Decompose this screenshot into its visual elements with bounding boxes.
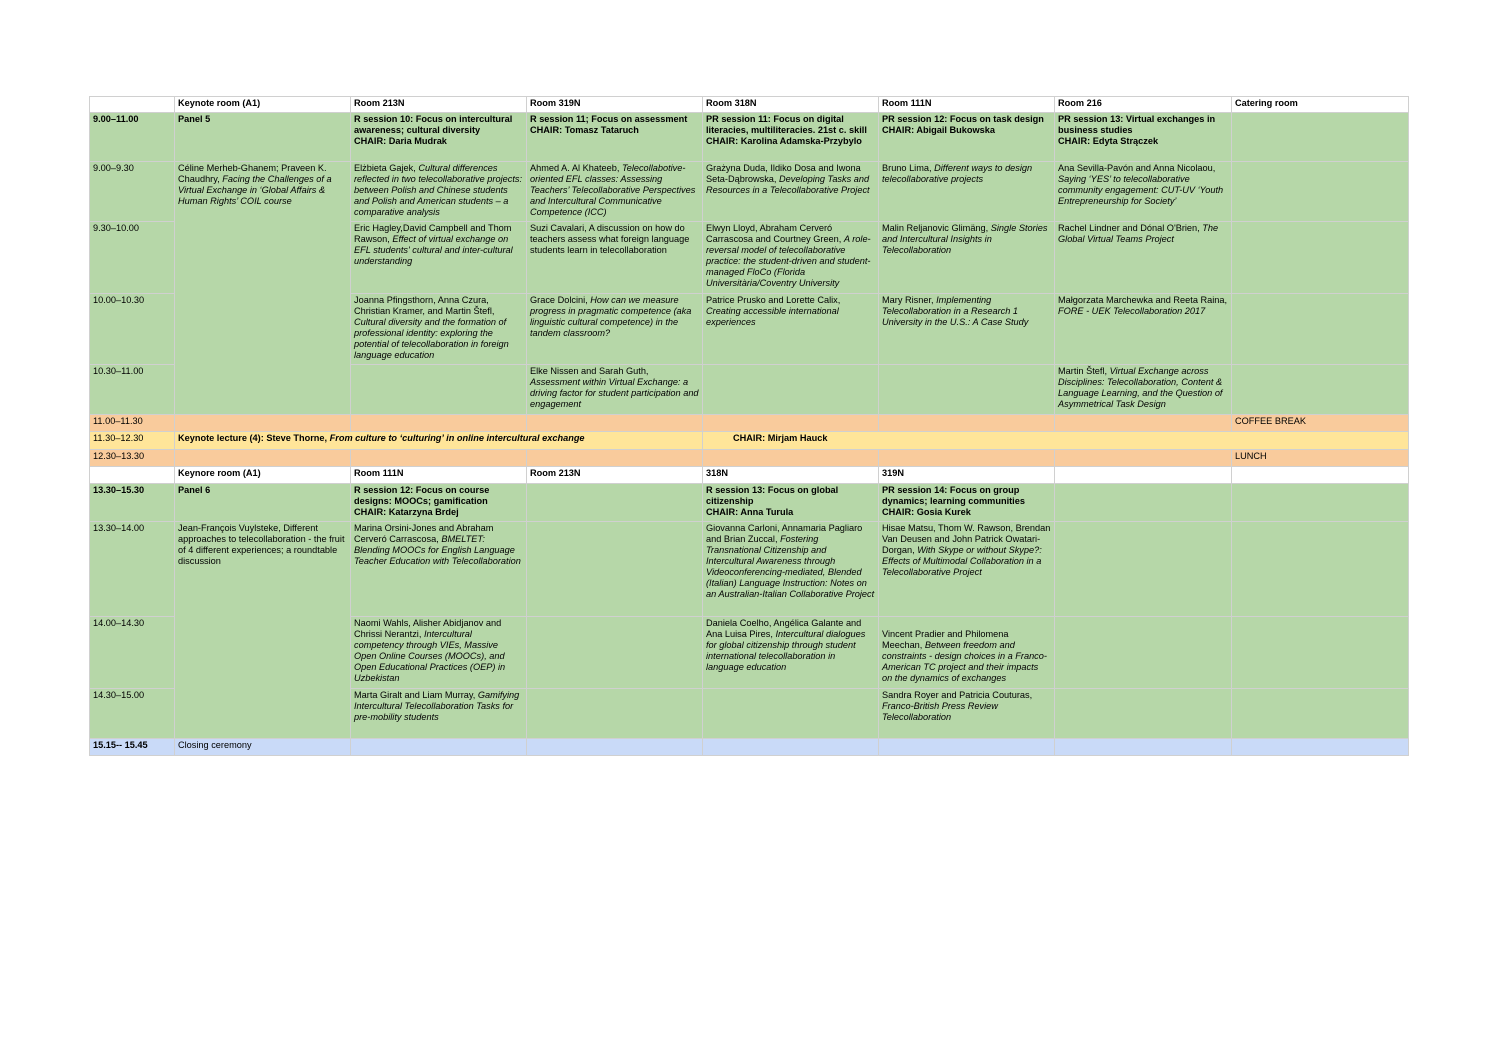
- talk-title: Different ways to design telecollaborative projects: [882, 163, 1033, 184]
- time-cell: 9.00–11.00: [90, 113, 175, 162]
- talk-authors: Ahmed A. Al Khateeb,: [530, 163, 622, 173]
- talk-title: Fostering Transnational Citizenship and Intercultural Awareness through Videoconferencing-mediated, Blended (Italian) Language Instruction: Notes on an Australian-Italian Collaborative Project: [706, 534, 875, 599]
- talk-authors: Vincent Pradier and Philomena Meechan,: [882, 629, 1009, 650]
- talk-authors: Rachel Lindner and Dónal O'Brien,: [1058, 223, 1203, 233]
- talk-authors: Elwyn Lloyd, Abraham Cerveró Carrascosa and Courtney Green,: [706, 223, 844, 244]
- session-row: [90, 113, 1409, 162]
- talk-title: How can we measure progress in pragmatic competence (aka linguistic cultural competence) in the tandem classroom?: [530, 295, 692, 338]
- header-cell: Room 319N: [527, 97, 703, 113]
- header-cell: Room 213N: [527, 467, 703, 484]
- talk-title: Gamifying Intercultural Telecollaboration Tasks for pre-mobility students: [354, 690, 520, 722]
- session-cell: [1055, 113, 1232, 162]
- talk-title: Cultural differences reflected in two telecollaborative projects: between Polish and Chinese students and Polish and American students – a comparative analysis: [354, 163, 523, 217]
- session-cell: [703, 113, 879, 162]
- time-cell: 9.30–10.00: [90, 222, 175, 294]
- empty-cell: [1232, 617, 1409, 689]
- empty-cell: [1055, 522, 1232, 617]
- talk-authors: Daniela Coelho, Angélica Galante and Ana Luisa Pires,: [706, 618, 862, 639]
- talk-cell: [351, 689, 527, 739]
- session-chair: CHAIR: Abigail Bukowska: [882, 125, 995, 135]
- header-row-2: [90, 467, 1409, 484]
- keynote-speaker: Keynote lecture (4): Steve Thorne,: [178, 433, 330, 443]
- session-title: R session 12: Focus on course designs: MOOCs; gamification: [354, 485, 490, 506]
- session-title: R session 13: Focus on global citizenship: [706, 485, 839, 506]
- header-cell: 318N: [703, 467, 879, 484]
- talk-cell: [527, 522, 703, 617]
- coffee-break-label: COFFEE BREAK: [1232, 415, 1409, 432]
- session-chair: CHAIR: Edyta Strączek: [1058, 136, 1159, 146]
- session-chair: CHAIR: Gosia Kurek: [882, 507, 971, 517]
- session-cell: [351, 484, 527, 522]
- session-title: R session 11; Focus on assessment: [530, 114, 688, 124]
- talk-authors: Jean-François Vuylsteke, Different approaches to telecollaboration - the fruit of 4 different experiences; a roundtable discussion: [178, 523, 345, 566]
- session-title: PR session 12: Focus on task design: [882, 114, 1044, 124]
- time-cell: 9.00–9.30: [90, 162, 175, 222]
- talk-authors: Patrice Prusko and Lorette Calix,: [706, 295, 841, 305]
- closing-row: [90, 739, 1409, 756]
- talk-authors: Małgorzata Marchewka and Reeta Raina,: [1058, 295, 1228, 305]
- keynote-lecture: [175, 432, 703, 450]
- talk-authors: Marina Orsini-Jones and Abraham Cerveró Carrascosa,: [354, 523, 494, 544]
- talk-title: Cultural diversity and the formation of professional identity: exploring the potential of telecollaboration in foreign language education: [354, 317, 509, 360]
- talk-cell: [527, 617, 703, 689]
- talk-authors: Joanna Pfingsthorn, Anna Czura, Christian Kramer, and Martin Štefl,: [354, 295, 495, 316]
- empty-cell: [1232, 294, 1409, 365]
- talk-authors: Mary Risner,: [882, 295, 937, 305]
- session-cell: [527, 113, 703, 162]
- time-cell: 10.00–10.30: [90, 294, 175, 365]
- talk-cell: [1055, 222, 1232, 294]
- header-cell: [90, 97, 175, 113]
- talk-authors: Bruno Lima,: [882, 163, 935, 173]
- talk-title: FORE - UEK Telecollaboration 2017: [1058, 306, 1206, 316]
- talk-cell: [703, 222, 879, 294]
- talk-cell: [879, 617, 1055, 689]
- talk-authors: Suzi Cavalari, A discussion on how do teachers assess what foreign language students learn in telecollaboration: [530, 223, 690, 255]
- session-chair: CHAIR: Katarzyna Brdej: [354, 507, 459, 517]
- talk-title: Effect of virtual exchange on EFL students' cultural and inter-cultural understanding: [354, 234, 513, 266]
- talk-authors: Eric Hagley,David Campbell and Thom Rawson,: [354, 223, 512, 244]
- empty-cell: [1232, 162, 1409, 222]
- talk-cell: [703, 689, 879, 739]
- session-row: [90, 484, 1409, 522]
- session-cell: [879, 113, 1055, 162]
- empty-cell: [1232, 689, 1409, 739]
- session-title: PR session 13: Virtual exchanges in business studies: [1058, 114, 1216, 135]
- empty-cell: [1232, 222, 1409, 294]
- header-cell: Room 111N: [879, 97, 1055, 113]
- talk-title: The Global Virtual Teams Project: [1058, 223, 1219, 244]
- talk-authors: Naomi Wahls, Alisher Abidjanov and Chrissi Nerantzi,: [354, 618, 502, 639]
- header-cell: [1055, 467, 1232, 484]
- time-cell: 13.30–14.00: [90, 522, 175, 617]
- talk-cell: [527, 222, 703, 294]
- talk-cell: [703, 294, 879, 365]
- talk-title: Saying ‘YES’ to telecollaborative community engagement: CUT-UV ‘Youth Entrepreneurship for Society’: [1058, 174, 1224, 206]
- empty-cell: [1232, 484, 1409, 522]
- session-title: PR session 11: Focus on digital literacies, multiliteracies. 21st c. skill: [706, 114, 867, 135]
- talk-authors: Grażyna Duda, Ildiko Dosa and Iwona Seta-Dąbrowska,: [706, 163, 861, 184]
- talk-cell: [879, 162, 1055, 222]
- talk-cell: [703, 617, 879, 689]
- talk-cell: [527, 365, 703, 415]
- talk-title: A role-reversal model of telecollaborative practice: the student-driven and student-managed FloCo (Florida Universitària/Coventry University: [706, 234, 871, 288]
- talk-authors: Ana Sevilla-Pavón and Anna Nicolaou,: [1058, 163, 1216, 173]
- talk-title: Franco-British Press Review Telecollaboration: [882, 701, 998, 722]
- header-cell: Room 216: [1055, 97, 1232, 113]
- header-row-1: [90, 97, 1409, 113]
- talk-title: Single Stories and Intercultural Insights in Telecollaboration: [882, 223, 1048, 255]
- coffee-row: [90, 415, 1409, 432]
- empty-cell: [1055, 484, 1232, 522]
- session-title: R session 10: Focus on intercultural awareness; cultural diversity: [354, 114, 513, 135]
- empty-cell: [1232, 522, 1409, 617]
- talk-authors: Giovanna Carloni, Annamaria Pagliaro and Brian Zuccal,: [706, 523, 863, 544]
- talk-title: BMELTET: Blending MOOCs for English Language Teacher Education with Telecollaboration: [354, 534, 521, 566]
- lunch-row: [90, 450, 1409, 467]
- empty-cell: [1055, 617, 1232, 689]
- talk-authors: Grace Dolcini,: [530, 295, 591, 305]
- keynote-talk-cell: [175, 522, 351, 739]
- time-cell: 10.30–11.00: [90, 365, 175, 415]
- time-cell: 14.30–15.00: [90, 689, 175, 739]
- session-chair: CHAIR: Karolina Adamska-Przybylo: [706, 136, 862, 146]
- talk-authors: Martin Štefl,: [1058, 366, 1110, 376]
- keynote-chair: CHAIR: Mirjam Hauck: [703, 432, 1409, 450]
- talk-cell: [1055, 162, 1232, 222]
- keynote-title: From culture to ‘culturing’ in online intercultural exchange: [329, 433, 585, 443]
- panel-cell: Panel 6: [175, 484, 351, 522]
- session-cell: [527, 484, 703, 522]
- talk-cell: [351, 222, 527, 294]
- time-cell: 13.30–15.30: [90, 484, 175, 522]
- talk-cell: [351, 365, 527, 415]
- talk-authors: Elżbieta Gajek,: [354, 163, 419, 173]
- talk-authors: Marta Giralt and Liam Murray,: [354, 690, 478, 700]
- time-cell: 11.00–11.30: [90, 415, 175, 432]
- talk-cell: [351, 162, 527, 222]
- closing-label: Closing ceremony: [175, 739, 351, 756]
- talk-row: [90, 162, 1409, 222]
- empty-cell: [1232, 365, 1409, 415]
- session-chair: CHAIR: Tomasz Tataruch: [530, 125, 639, 135]
- talk-authors: Hisae Matsu, Thom W. Rawson, Brendan Van Deusen and John Patrick Owatari-Dorgan,: [882, 523, 1051, 555]
- talk-cell: [879, 365, 1055, 415]
- talk-title: Developing Tasks and Resources in a Telecollaborative Project: [706, 174, 870, 195]
- talk-cell: [703, 522, 879, 617]
- talk-title: Implementing Telecollaboration in a Research 1 University in the U.S.: A Case Study: [882, 295, 1029, 327]
- talk-title: Virtual Exchange across Disciplines: Telecollaboration, Content & Language Learning, and the Question of Asymmetrical Task Design: [1058, 366, 1223, 409]
- talk-cell: [527, 294, 703, 365]
- session-cell: [351, 113, 527, 162]
- talk-row: [90, 522, 1409, 617]
- schedule-table: [89, 96, 1409, 756]
- talk-cell: [703, 162, 879, 222]
- talk-cell: [879, 522, 1055, 617]
- talk-authors: Malin Reljanovic Glimäng,: [882, 223, 991, 233]
- talk-cell: [879, 294, 1055, 365]
- time-cell: 14.00–14.30: [90, 617, 175, 689]
- talk-title: Facing the Challenges of a Virtual Exchange in ‘Global Affairs & Human Rights’ COIL course: [178, 174, 332, 206]
- time-cell: 11.30–12.30: [90, 432, 175, 450]
- talk-cell: [351, 617, 527, 689]
- talk-title: Assessment within Virtual Exchange: a driving factor for student participation and engagement: [530, 377, 699, 409]
- talk-cell: [1055, 294, 1232, 365]
- talk-title: With Skype or without Skype?: Effects of Multimodal Collaboration in a Telecollaborative Project: [882, 545, 1042, 577]
- talk-title: Intercultural dialogues for global citizenship through student international telecollaboration in language education: [706, 629, 866, 672]
- session-chair: CHAIR: Daria Mudrak: [354, 136, 447, 146]
- keynote-talk-cell: [175, 162, 351, 415]
- session-cell: [879, 484, 1055, 522]
- session-chair: CHAIR: Anna Turula: [706, 507, 794, 517]
- header-cell: [1232, 467, 1409, 484]
- talk-cell: [351, 294, 527, 365]
- panel-cell: Panel 5: [175, 113, 351, 162]
- talk-authors: Elke Nissen and Sarah Guth,: [530, 366, 649, 376]
- talk-cell: [879, 689, 1055, 739]
- time-cell: 12.30–13.30: [90, 450, 175, 467]
- talk-cell: [351, 522, 527, 617]
- header-cell: [90, 467, 175, 484]
- talk-cell: [879, 222, 1055, 294]
- header-cell: 319N: [879, 467, 1055, 484]
- talk-cell: [1055, 365, 1232, 415]
- header-cell: Keynore room (A1): [175, 467, 351, 484]
- empty-cell: [1055, 689, 1232, 739]
- time-cell: 15.15-- 15.45: [90, 739, 175, 756]
- talk-cell: [527, 689, 703, 739]
- header-cell: Room 111N: [351, 467, 527, 484]
- talk-cell: [527, 162, 703, 222]
- talk-authors: Céline Merheb-Ghanem; Praveen K. Chaudhry,: [178, 163, 327, 184]
- talk-cell: [703, 365, 879, 415]
- header-cell: Keynote room (A1): [175, 97, 351, 113]
- talk-authors: Sandra Royer and Patricia Couturas,: [882, 690, 1033, 700]
- talk-title: Creating accessible international experiences: [706, 306, 839, 327]
- empty-cell: [1232, 113, 1409, 162]
- talk-title: Telecollabotive-oriented EFL classes: Assessing Teachers’ Telecollaborative Perspectives and Intercultural Communicative Competence (ICC): [530, 163, 696, 217]
- lunch-label: LUNCH: [1232, 450, 1409, 467]
- talk-title: Between freedom and constraints - design choices in a Franco-American TC project and their impacts on the dynamics of exchanges: [882, 640, 1047, 683]
- header-cell: Catering room: [1232, 97, 1409, 113]
- keynote-row: [90, 432, 1409, 450]
- header-cell: Room 318N: [703, 97, 879, 113]
- talk-title: Intercultural competency through VIEs, Massive Open Online Courses (MOOCs), and Open Educational Practices (OEP) in Uzbekistan: [354, 629, 506, 683]
- header-cell: Room 213N: [351, 97, 527, 113]
- session-cell: [703, 484, 879, 522]
- session-title: PR session 14: Focus on group dynamics; learning communities: [882, 485, 1025, 506]
